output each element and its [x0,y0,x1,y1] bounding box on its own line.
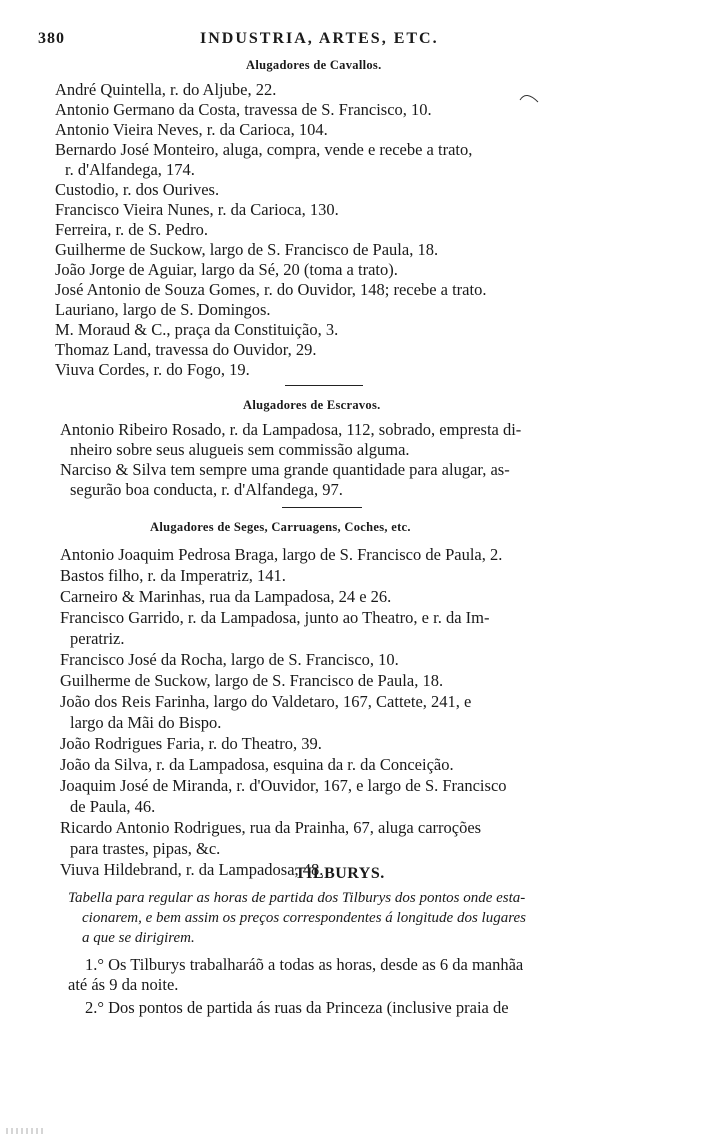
list-item: M. Moraud & C., praça da Constituição, 3. [55,320,339,339]
list-item: André Quintella, r. do Aljube, 22. [55,80,277,99]
list-item: Joaquim José de Miranda, r. d'Ouvidor, 167, e largo de S. Francisco [60,776,507,795]
list-item: Viuva Cordes, r. do Fogo, 19. [55,360,250,379]
list-item-continuation: segurão boa conducta, r. d'Alfandega, 97. [70,480,343,499]
list-item-continuation: r. d'Alfandega, 174. [65,160,195,179]
list-item: Bastos filho, r. da Imperatriz, 141. [60,566,286,585]
list-item-continuation: largo da Mãi do Bispo. [70,713,222,732]
tilburys-paragraph: 1.° Os Tilburys trabalharáõ a todas as horas, desde as 6 da manhãa [85,955,524,974]
tilburys-paragraph: 2.° Dos pontos de partida ás ruas da Princeza (inclusive praia de [85,998,509,1017]
tilburys-heading: TILBURYS. [295,865,385,882]
list-item: João Rodrigues Faria, r. do Theatro, 39. [60,734,322,753]
list-item-continuation: de Paula, 46. [70,797,156,816]
list-item: Narciso & Silva tem sempre uma grande quantidade para alugar, as- [60,460,510,479]
section-title-escravos: Alugadores de Escravos. [243,398,381,412]
list-item: Antonio Joaquim Pedrosa Braga, largo de S. Francisco de Paula, 2. [60,545,503,564]
list-item: José Antonio de Souza Gomes, r. do Ouvidor, 148; recebe a trato. [55,280,487,299]
section-divider [285,385,363,386]
list-item-continuation: nheiro sobre seus alugueis sem commissão alguma. [70,440,410,459]
tilburys-intro-line: cionarem, e bem assim os preços correspondentes á longitude dos lugares [82,910,526,926]
list-item: Francisco Garrido, r. da Lampadosa, junto ao Theatro, e r. da Im- [60,608,490,627]
list-item: João dos Reis Farinha, largo do Valdetaro, 167, Cattete, 241, e [60,692,472,711]
tilburys-intro-line: Tabella para regular as horas de partida dos Tilburys dos pontos onde esta- [68,890,526,906]
list-item: Ferreira, r. de S. Pedro. [55,220,209,239]
chapter-title: INDUSTRIA, ARTES, ETC. [200,30,439,47]
list-item-continuation: para trastes, pipas, &c. [70,839,221,858]
list-item: Ricardo Antonio Rodrigues, rua da Prainha, 67, aluga carroções [60,818,482,837]
list-item-continuation: peratriz. [70,629,125,648]
list-item: Francisco José da Rocha, largo de S. Francisco, 10. [60,650,399,669]
list-item: Lauriano, largo de S. Domingos. [55,300,271,319]
list-item: João Jorge de Aguiar, largo da Sé, 20 (toma a trato). [55,260,398,279]
list-item: Carneiro & Marinhas, rua da Lampadosa, 24 e 26. [60,587,392,606]
list-item: Thomaz Land, travessa do Ouvidor, 29. [55,340,317,359]
list-item: Guilherme de Suckow, largo de S. Francisco de Paula, 18. [55,240,439,259]
running-head [38,30,628,52]
tilburys-paragraph: até ás 9 da noite. [68,975,179,994]
pencil-mark-icon [518,90,540,104]
section-title-cavallos: Alugadores de Cavallos. [246,58,382,72]
tilburys-intro-line: a que se dirigirem. [82,930,195,946]
list-item: Antonio Vieira Neves, r. da Carioca, 104. [55,120,328,139]
section-title-seges: Alugadores de Seges, Carruagens, Coches, etc. [150,520,411,534]
page-number: 380 [38,30,65,47]
list-item: Francisco Vieira Nunes, r. da Carioca, 130. [55,200,339,219]
list-item: Bernardo José Monteiro, aluga, compra, vende e recebe a trato, [55,140,473,159]
page-smudge [6,1128,46,1134]
list-item: Custodio, r. dos Ourives. [55,180,220,199]
section-divider [282,507,362,508]
list-item: João da Silva, r. da Lampadosa, esquina da r. da Conceição. [60,755,454,774]
list-item: Antonio Germano da Costa, travessa de S. Francisco, 10. [55,100,432,119]
list-item: Viuva Hildebrand, r. da Lampadosa, 48. [60,860,324,879]
list-item: Antonio Ribeiro Rosado, r. da Lampadosa, 112, sobrado, empresta di- [60,420,522,439]
list-item: Guilherme de Suckow, largo de S. Francisco de Paula, 18. [60,671,444,690]
